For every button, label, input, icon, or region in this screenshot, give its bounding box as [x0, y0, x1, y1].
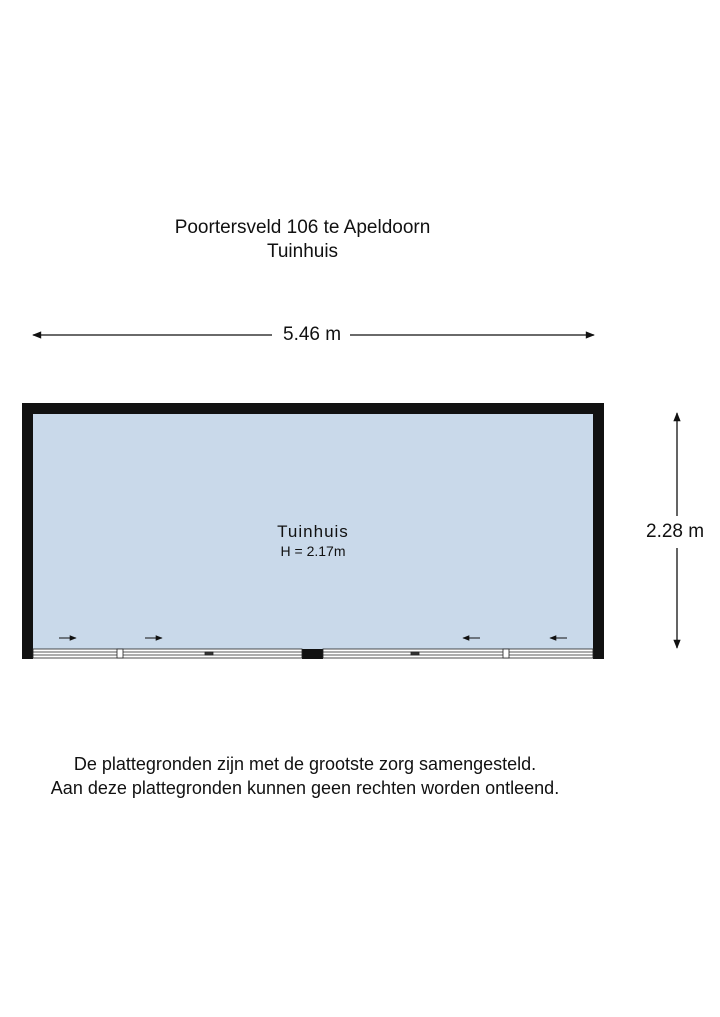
address-title: Poortersveld 106 te Apeldoorn	[174, 217, 431, 238]
sliding-door-left	[33, 649, 302, 658]
wall-top	[22, 403, 604, 414]
room-height-label: H = 2.17m	[280, 543, 346, 559]
disclaimer-line-2: Aan deze plattegronden kunnen geen rechten worden ontleend.	[50, 778, 560, 798]
sliding-door-right	[323, 649, 593, 658]
height-dimension-label: 2.28 m	[646, 521, 705, 542]
room-name-label: Tuinhuis	[277, 522, 349, 541]
width-dimension-label: 5.46 m	[279, 323, 345, 347]
wall-bottom-middle	[302, 649, 323, 659]
disclaimer-line-1: De plattegronden zijn met de grootste zorg samengesteld.	[73, 754, 537, 774]
floor-name-title: Tuinhuis	[266, 241, 339, 262]
